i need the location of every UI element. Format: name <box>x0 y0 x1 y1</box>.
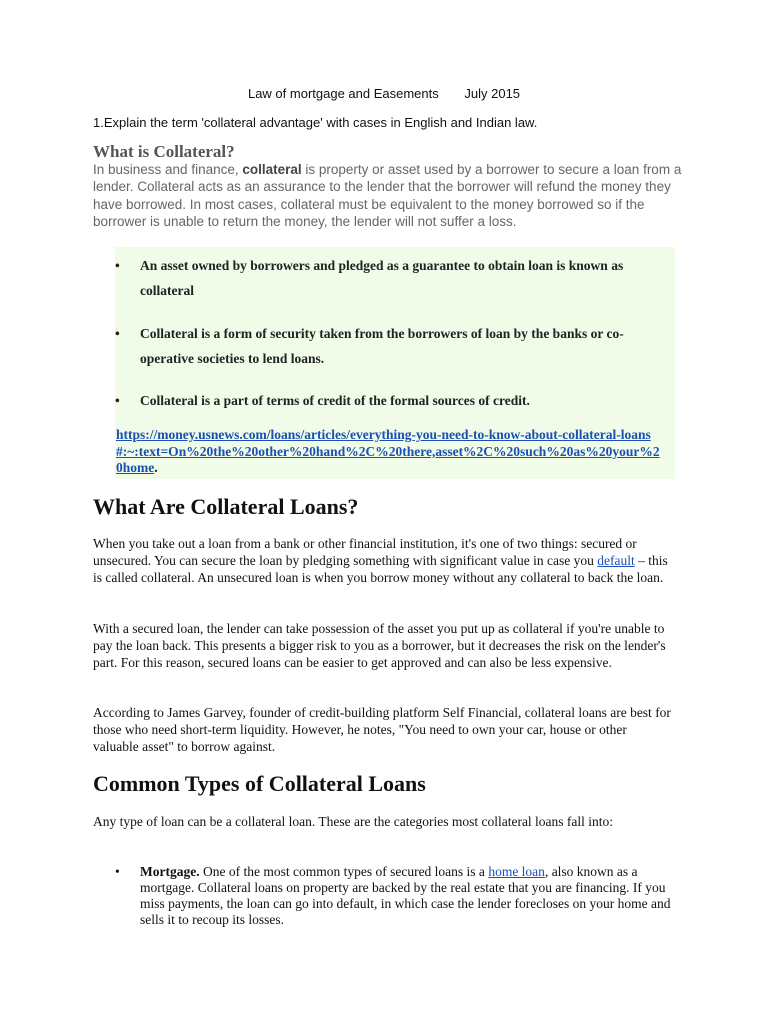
document-date: July 2015 <box>464 86 521 101</box>
highlight-box <box>115 247 675 479</box>
section-heading-collateral-loans: What Are Collateral Loans? <box>93 494 359 519</box>
highlight-bullet: • Collateral is a form of security taken from the borrowers of loan by the banks or co-operative societies to lend loans. <box>115 321 655 371</box>
paragraph: According to James Garvey, founder of credit-building platform Self Financial, collateral loans are best for those who need short-term liquidity. However, he notes, "You need to own your car, house or other valuable asset" to borrow against. <box>93 705 671 754</box>
list-item <box>115 864 675 928</box>
highlight-bullet-list <box>115 388 655 413</box>
highlight-bullet-list <box>115 253 655 303</box>
what-is-collateral-heading: What is Collateral? <box>93 142 235 161</box>
collateral-definition <box>93 161 683 230</box>
paragraph-text: When you take out a loan from a bank or other financial institution, it's one of two things: secured or unsecured. You can secure the loan by pledging something with significant value in case you <box>93 536 637 568</box>
definition-text: In business and finance, <box>93 162 243 177</box>
document-header <box>0 86 768 101</box>
link-period: . <box>154 460 158 475</box>
definition-text: is property or asset used by a borrower to secure a loan from a lender. Collateral acts as an assurance to the lender that the borrower will refund the money they have borrowed. In most cases, collateral must be equivalent to the money borrowed so if the borrower is unable to return the money, the lender will not suffer a loss. <box>93 162 682 229</box>
document-title: Law of mortgage and Easements <box>247 86 439 101</box>
default-link[interactable]: default <box>597 552 635 568</box>
highlight-bullet: • Collateral is a part of terms of credit of the formal sources of credit. <box>115 388 655 413</box>
question-text: 1.Explain the term 'collateral advantage' with cases in English and Indian law. <box>93 115 538 130</box>
highlight-bullet: • An asset owned by borrowers and pledged as a guarantee to obtain loan is known as collateral <box>115 253 655 303</box>
highlight-bullet-list <box>115 321 655 371</box>
paragraph-text: – this is called collateral. An unsecured loan is when you borrow money without any collateral to back the loan. <box>93 552 668 585</box>
definition-bold-term: collateral <box>242 162 302 177</box>
section-heading-common-types: Common Types of Collateral Loans <box>93 771 426 796</box>
paragraph <box>93 536 673 586</box>
list-item-text: One of the most common types of secured loans is a <box>199 864 489 879</box>
paragraph: With a secured loan, the lender can take possession of the asset you put up as collateral if you're unable to pay the loan back. This presents a bigger risk to you as a borrower, but it decreases the risk on the lender's part. For this reason, secured loans can be easier to get approved and can also be less expensive. <box>93 621 666 670</box>
source-link-line <box>116 427 661 477</box>
source-link[interactable]: https://money.usnews.com/loans/articles/everything-you-need-to-know-about-collateral-loans#:~:text=On%20the%20other%20hand%2C%20there,asset%2C%20such%20as%20your%20home <box>116 427 660 475</box>
home-loan-link[interactable]: home loan <box>488 864 545 879</box>
list-item-text: , also known as a mortgage. Collateral loans on property are backed by the real estate that you are financing. If you miss payments, the loan can go into default, in which case the lender forecloses on your home and sells it to recoup its losses. <box>140 864 671 927</box>
loan-types-list <box>115 864 675 928</box>
list-item-title: Mortgage. <box>140 864 200 879</box>
paragraph: Any type of loan can be a collateral loan. These are the categories most collateral loans fall into: <box>93 814 614 829</box>
